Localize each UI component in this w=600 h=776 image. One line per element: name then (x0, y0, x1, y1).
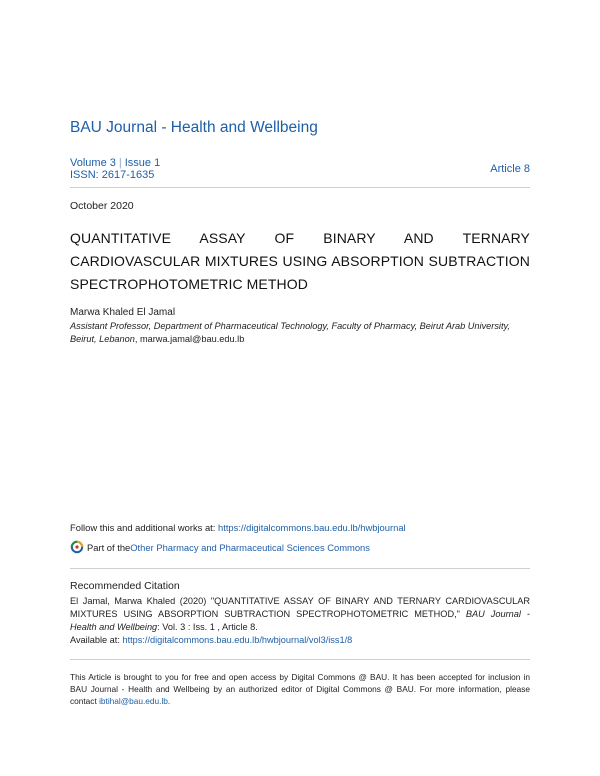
access-notice (70, 671, 530, 707)
part-of-line (70, 540, 370, 554)
article-title: QUANTITATIVE ASSAY OF BINARY AND TERNARY CARDIOVASCULAR MIXTURES USING ABSORPTION SUBTRACTION SPECTROPHOTOMETRIC METHOD (70, 230, 530, 292)
citation-divider (70, 568, 530, 569)
contact-email-link[interactable]: ibtihal@bau.edu.lb (99, 696, 168, 706)
issue-info (70, 157, 160, 181)
issue-separator: | (118, 157, 122, 169)
author-affiliation: Assistant Professor, Department of Pharmaceutical Technology, Faculty of Pharmacy, Beirut Arab University, Beirut, Lebanon, marwa.jamal@bau.edu.lb (70, 321, 510, 344)
footer-divider (70, 659, 530, 660)
journal-name[interactable]: BAU Journal - Health and Wellbeing (70, 119, 318, 136)
article-number-link[interactable]: Article 8 (490, 163, 530, 175)
author-email[interactable]: marwa.jamal@bau.edu.lb (139, 334, 245, 344)
citation-heading: Recommended Citation (70, 580, 180, 592)
volume-link[interactable]: Volume 3 (70, 157, 116, 169)
commons-network-icon (70, 540, 84, 554)
citation-body (70, 595, 530, 647)
header-divider (70, 187, 530, 188)
access-notice-end: . (167, 696, 171, 706)
author-name: Marwa Khaled El Jamal (70, 307, 176, 318)
follow-text: Follow this and additional works at: (70, 522, 218, 533)
commons-link[interactable]: Other Pharmacy and Pharmaceutical Sciences Commons (130, 541, 370, 553)
follow-line (70, 522, 406, 533)
access-notice-text: This Article is brought to you for free and open access by Digital Commons @ BAU. It has been accepted for inclusion in BAU Journal - Health and Wellbeing by an authorized editor of Digital Commons @ BAU. For more information, please contact (70, 672, 530, 706)
available-label: Available at: (70, 635, 123, 645)
follow-link[interactable]: https://digitalcommons.bau.edu.lb/hwbjournal (218, 522, 406, 533)
part-of-text: Part of the (87, 541, 131, 553)
citation-url-link[interactable]: https://digitalcommons.bau.edu.lb/hwbjournal/vol3/iss1/8 (122, 635, 353, 645)
citation-text: El Jamal, Marwa Khaled (2020) "QUANTITATIVE ASSAY OF BINARY AND TERNARY CARDIOVASCULAR MIXTURES USING ABSORPTION SUBTRACTION SPECTROPHOTOMETRIC METHOD," (70, 596, 530, 619)
issue-link[interactable]: Issue 1 (124, 157, 161, 169)
issn: ISSN: 2617-1635 (70, 169, 155, 181)
citation-journal: BAU Journal - Health and Wellbeing (70, 609, 530, 632)
affiliation-text: Assistant Professor, Department of Pharmaceutical Technology, Faculty of Pharmacy, Beirut Arab University, Beirut, Lebanon (70, 321, 510, 344)
publication-date: October 2020 (70, 200, 134, 212)
citation-volume: : Vol. 3 : Iss. 1 , Article 8. (157, 622, 258, 632)
